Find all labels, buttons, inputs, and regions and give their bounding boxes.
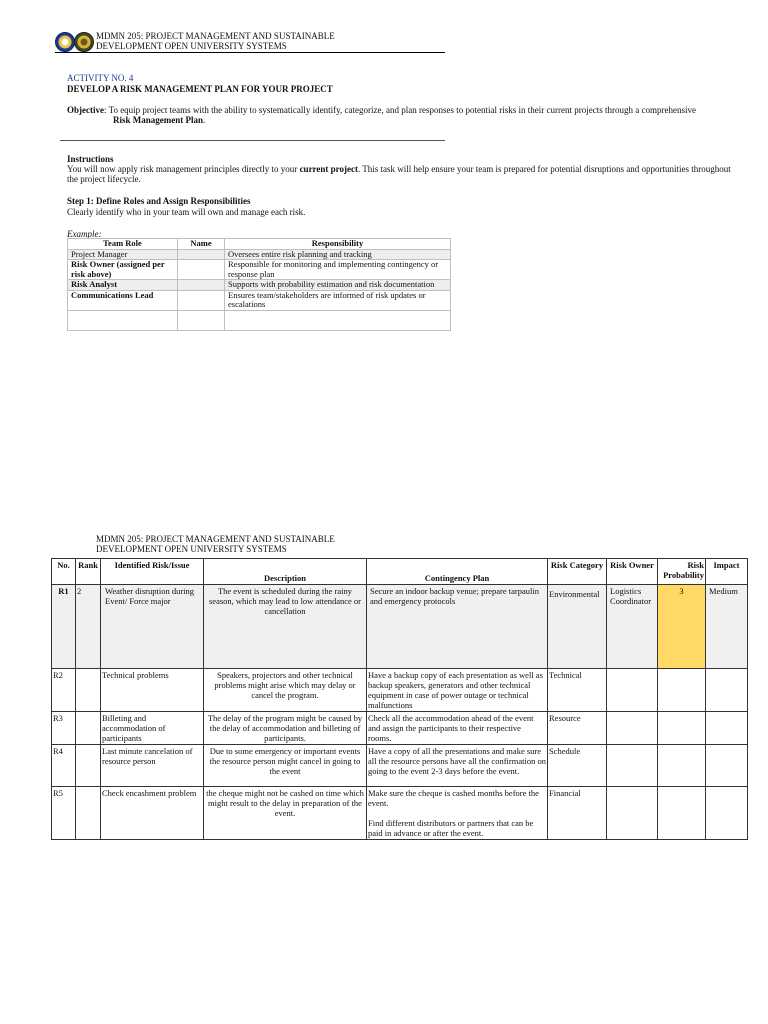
course-header-line1: MDMN 205: PROJECT MANAGEMENT AND SUSTAINABLE [96, 534, 335, 544]
risk-no: R5 [52, 787, 76, 840]
course-header-line2: DEVELOPMENT OPEN UNIVERSITY SYSTEMS [96, 41, 287, 51]
risk-plan [367, 787, 548, 840]
activity-number: ACTIVITY NO. 4 [67, 73, 134, 83]
objective-paragraph [67, 105, 747, 125]
risk-category: Schedule [548, 745, 607, 787]
responsibility-cell: Ensures team/stakeholders are informed of risk updates or escalations [225, 290, 451, 310]
risk-owner [607, 669, 658, 712]
header-no: No. [52, 559, 76, 585]
risk-name: Billeting and accommodation of participants [101, 712, 204, 745]
risk-category: Environmental [548, 585, 607, 669]
role-cell: Project Manager [68, 249, 178, 260]
name-cell[interactable] [178, 249, 225, 260]
name-cell[interactable] [178, 310, 225, 330]
risk-owner [607, 787, 658, 840]
example-label: Example: [67, 229, 102, 239]
header-category: Risk Category [548, 559, 607, 585]
instructions-heading: Instructions [67, 154, 114, 164]
risk-rank: 2 [76, 585, 101, 669]
risk-probability [658, 787, 706, 840]
instructions-text-after: . This task will help ensure your team is prepared for potential disruptions and opportunities throughout the project lifecycle. [67, 164, 731, 184]
risk-plan-text: Make sure the cheque is cashed months before the event. [368, 788, 539, 808]
instructions-text-bold: current project [299, 164, 358, 174]
risk-plan-text: Have a copy of all the presentations and make sure all the resource persons have all the confirmation on going to the event 2-3 days before the event. [368, 746, 546, 776]
table-row [68, 290, 451, 310]
header-probability: Risk Probability [658, 559, 706, 585]
risk-description: The delay of the program might be caused by the delay of accommodation and billeting of participants. [204, 712, 367, 745]
table-row [68, 280, 451, 291]
risk-impact [706, 787, 748, 840]
instructions-text-before: You will now apply risk management principles directly to your [67, 164, 300, 174]
table-row [52, 787, 748, 840]
risk-rank [76, 669, 101, 712]
header-risk: Identified Risk/Issue [101, 559, 204, 585]
risk-owner [607, 712, 658, 745]
risk-plan [367, 745, 548, 787]
risk-plan-text: Secure an indoor backup venue; prepare tarpaulin and emergency protocols [370, 586, 539, 606]
risk-category: Resource [548, 712, 607, 745]
seal-icon [55, 31, 95, 53]
name-cell[interactable] [178, 260, 225, 280]
risk-name: Check encashment problem [101, 787, 204, 840]
roles-header-responsibility: Responsibility [225, 239, 451, 250]
roles-header-role: Team Role [68, 239, 178, 250]
header-owner: Risk Owner [607, 559, 658, 585]
risk-impact [706, 669, 748, 712]
risk-impact [706, 712, 748, 745]
risk-no: R3 [52, 712, 76, 745]
risk-probability [658, 712, 706, 745]
name-cell[interactable] [178, 280, 225, 291]
risk-table-header [52, 559, 748, 585]
responsibility-cell: Oversees entire risk planning and tracking [225, 249, 451, 260]
roles-header-name: Name [178, 239, 225, 250]
table-row [68, 249, 451, 260]
roles-table [67, 238, 451, 331]
instructions-text [67, 164, 737, 184]
header-impact: Impact [706, 559, 748, 585]
risk-impact [706, 745, 748, 787]
risk-category: Technical [548, 669, 607, 712]
table-row [68, 260, 451, 280]
risk-plan [367, 585, 548, 669]
course-header-page2 [96, 534, 446, 554]
responsibility-cell[interactable] [225, 310, 451, 330]
risk-plan-text-2: Find different distributors or partners that can be paid in advance or after the event. [368, 818, 534, 838]
risk-rank [76, 712, 101, 745]
table-row [52, 669, 748, 712]
objective-bold-tail: Risk Management Plan [113, 115, 203, 125]
university-logos [55, 31, 95, 53]
header-contingency: Contingency Plan [367, 559, 548, 585]
risk-name: Last minute cancelation of resource person [101, 745, 204, 787]
step1-text: Clearly identify who in your team will own and manage each risk. [67, 207, 306, 217]
table-row [52, 712, 748, 745]
name-cell[interactable] [178, 290, 225, 310]
risk-description: Speakers, projectors and other technical problems might arise which may delay or cancel the program. [204, 669, 367, 712]
risk-plan-text: Check all the accommodation ahead of the event and assign the participants to their respective rooms. [368, 713, 534, 743]
risk-no: R1 [52, 585, 76, 669]
responsibility-cell: Supports with probability estimation and risk documentation [225, 280, 451, 291]
header-description: Description [204, 559, 367, 585]
header-divider [55, 52, 445, 53]
table-row [52, 745, 748, 787]
risk-plan [367, 669, 548, 712]
risk-description: the cheque might not be cashed on time which might result to the delay in preparation of the event. [204, 787, 367, 840]
risk-description: Due to some emergency or important events the resource person might cancel in going to the event [204, 745, 367, 787]
risk-register-table [51, 558, 748, 840]
risk-probability: 3 [658, 585, 706, 669]
risk-rank [76, 787, 101, 840]
table-row [68, 310, 451, 330]
objective-label: Objective [67, 105, 104, 115]
risk-plan [367, 712, 548, 745]
role-cell[interactable] [68, 310, 178, 330]
risk-name: Weather disruption during Event/ Force major [101, 585, 204, 669]
responsibility-cell: Responsible for monitoring and implementing contingency or response plan [225, 260, 451, 280]
objective-text: : To equip project teams with the ability to systematically identify, categorize, and plan responses to potential risks in their current projects through a comprehensive [103, 105, 696, 115]
risk-probability [658, 669, 706, 712]
risk-name: Technical problems [101, 669, 204, 712]
role-cell: Risk Owner (assigned per risk above) [68, 260, 178, 280]
risk-rank [76, 745, 101, 787]
section-divider [60, 140, 445, 141]
course-header-line2: DEVELOPMENT OPEN UNIVERSITY SYSTEMS [96, 544, 287, 554]
activity-title: DEVELOP A RISK MANAGEMENT PLAN FOR YOUR PROJECT [67, 84, 333, 94]
risk-owner [607, 745, 658, 787]
roles-table-header [68, 239, 451, 250]
risk-no: R2 [52, 669, 76, 712]
role-cell: Risk Analyst [68, 280, 178, 291]
table-row [52, 585, 748, 669]
step1-heading: Step 1: Define Roles and Assign Responsibilities [67, 196, 251, 206]
risk-no: R4 [52, 745, 76, 787]
risk-category: Financial [548, 787, 607, 840]
risk-owner: Logistics Coordinator [607, 585, 658, 669]
risk-plan-text: Have a backup copy of each presentation as well as backup speakers, generators and other technical equipment in case of power outage or technical malfunctions [368, 670, 543, 710]
header-rank: Rank [76, 559, 101, 585]
role-cell: Communications Lead [68, 290, 178, 310]
risk-impact: Medium [706, 585, 748, 669]
risk-probability [658, 745, 706, 787]
objective-tail-end: . [203, 115, 206, 125]
risk-description: The event is scheduled during the rainy season, which may lead to low attendance or cancellation [204, 585, 367, 669]
course-header-line1: MDMN 205: PROJECT MANAGEMENT AND SUSTAINABLE [96, 31, 335, 41]
course-header [96, 31, 446, 51]
